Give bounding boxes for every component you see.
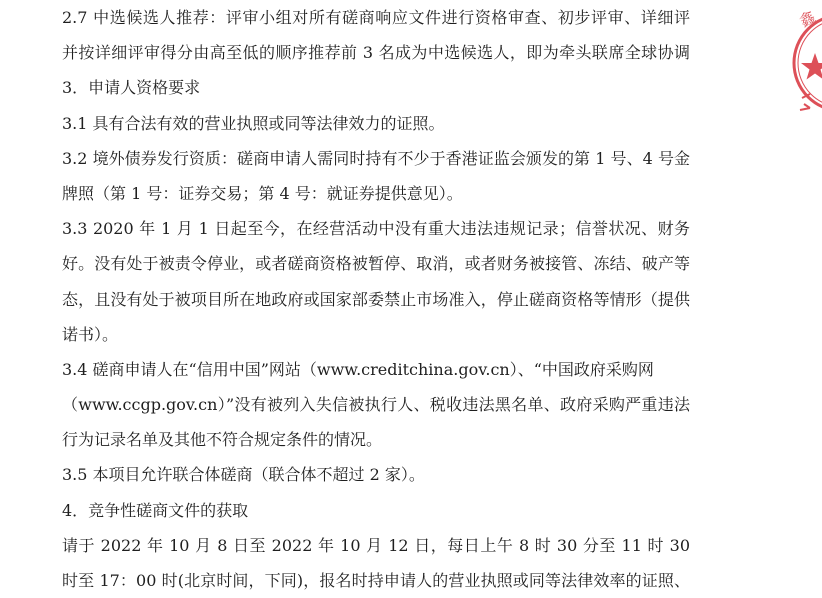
text-line: 行为记录名单及其他不符合规定条件的情况。 — [62, 430, 383, 450]
text-line: 3.4 磋商申请人在“信用中国”网站（www.creditchina.gov.cn）、“中国政府采购网 — [62, 359, 654, 379]
text-line: 3.3 2020 年 1 月 1 日起至今，在经营活动中没有重大违法违规记录；信誉状况、财务 — [62, 219, 690, 239]
text-line: 好。没有处于被责令停业，或者磋商资格被暂停、取消，或者财务被接管、冻结、破产等 — [62, 254, 690, 274]
text-line: 请于 2022 年 10 月 8 日至 2022 年 10 月 12 日，每日上午 8 时 30 分至 11 时 30 — [62, 535, 690, 555]
text-line: （www.ccgp.gov.cn）”没有被列入失信被执行人、税收违法黑名单、政府采购严重违法 — [62, 395, 690, 415]
text-line: 态，且没有处于被项目所在地政府或国家部委禁止市场准入，停止磋商资格等情形（提供 — [62, 289, 690, 309]
section-heading: 4．竞争性磋商文件的获取 — [62, 500, 249, 520]
text-line: 3.5 本项目允许联合体磋商（联合体不超过 2 家）。 — [62, 465, 425, 485]
text-line: 并按详细评审得分由高至低的顺序推荐前 3 名成为中选候选人，即为牵头联席全球协调 — [62, 43, 690, 63]
document-body — [62, 0, 690, 598]
star-icon — [801, 53, 822, 80]
text-line: 时至 17：00 时(北京时间，下同)，报名时持申请人的营业执照或同等法律效率的证照、 — [62, 571, 690, 590]
text-line: 3.1 具有合法有效的营业执照或同等法律效力的证照。 — [62, 113, 445, 133]
text-line: 3.2 境外债券发行资质：磋商申请人需同时持有不少于香港证监会颁发的第 1 号、4 号金 — [62, 148, 690, 168]
text-line: 牌照（第 1 号：证券交易；第 4 号：就证券提供意见）。 — [62, 183, 463, 203]
text-line: 2.7 中选候选人推荐：评审小组对所有磋商响应文件进行资格审查、初步评审、详细评 — [62, 8, 690, 27]
section-heading: 3．申请人资格要求 — [62, 78, 201, 98]
seal-lettering: 鑫 — [796, 7, 819, 31]
text-line: 诺书）。 — [62, 324, 119, 344]
red-seal-stamp — [780, 0, 822, 130]
